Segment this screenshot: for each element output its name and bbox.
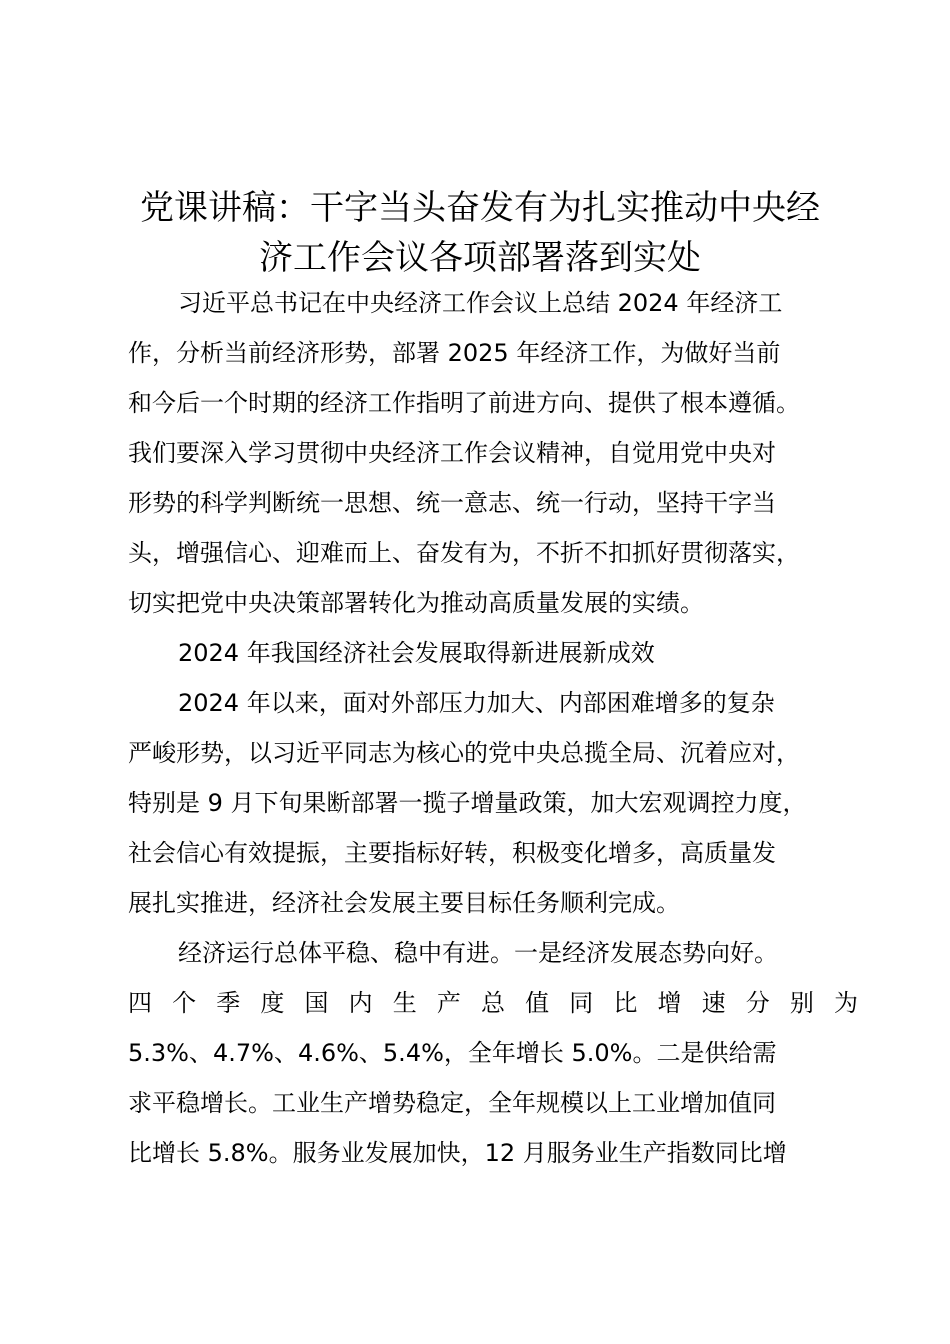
title-line-2: 济工作会议各项部署落到实处	[259, 238, 701, 278]
body-line: 切实把党中央决策部署转化为推动高质量发展的实绩。	[128, 589, 704, 617]
body-line: 比增长 5.8%。服务业发展加快，12 月服务业生产指数同比增	[128, 1139, 787, 1167]
body-line: 作，分析当前经济形势，部署 2025 年经济工作，为做好当前	[128, 339, 781, 367]
body-line: 经济运行总体平稳、稳中有进。一是经济发展态势向好。	[178, 939, 778, 967]
body-line: 头，增强信心、迎难而上、奋发有为，不折不扣抓好贯彻落实，	[128, 539, 800, 567]
title-line-1: 党课讲稿：干字当头奋发有为扎实推动中央经	[140, 188, 820, 228]
body-line: 形势的科学判断统一思想、统一意志、统一行动，坚持干字当	[128, 489, 776, 517]
body-line: 我们要深入学习贯彻中央经济工作会议精神，自觉用党中央对	[128, 439, 776, 467]
body-line: 5.3%、4.7%、4.6%、5.4%，全年增长 5.0%。二是供给需	[128, 1039, 777, 1067]
body-line: 特别是 9 月下旬果断部署一揽子增量政策，加大宏观调控力度，	[128, 789, 807, 817]
body-line: 习近平总书记在中央经济工作会议上总结 2024 年经济工	[178, 289, 783, 317]
body-line: 社会信心有效提振，主要指标好转，积极变化增多，高质量发	[128, 839, 776, 867]
body-line: 展扎实推进，经济社会发展主要目标任务顺利完成。	[128, 889, 680, 917]
body-line: 2024 年以来，面对外部压力加大、内部困难增多的复杂	[178, 689, 775, 717]
body-line: 四 个 季 度 国 内 生 产 总 值 同 比 增 速 分 别 为	[128, 989, 858, 1017]
body-line: 严峻形势，以习近平同志为核心的党中央总揽全局、沉着应对，	[128, 739, 800, 767]
section-heading: 2024 年我国经济社会发展取得新进展新成效	[178, 639, 655, 667]
body-line: 和今后一个时期的经济工作指明了前进方向、提供了根本遵循。	[128, 389, 800, 417]
body-line: 求平稳增长。工业生产增势稳定，全年规模以上工业增加值同	[128, 1089, 776, 1117]
